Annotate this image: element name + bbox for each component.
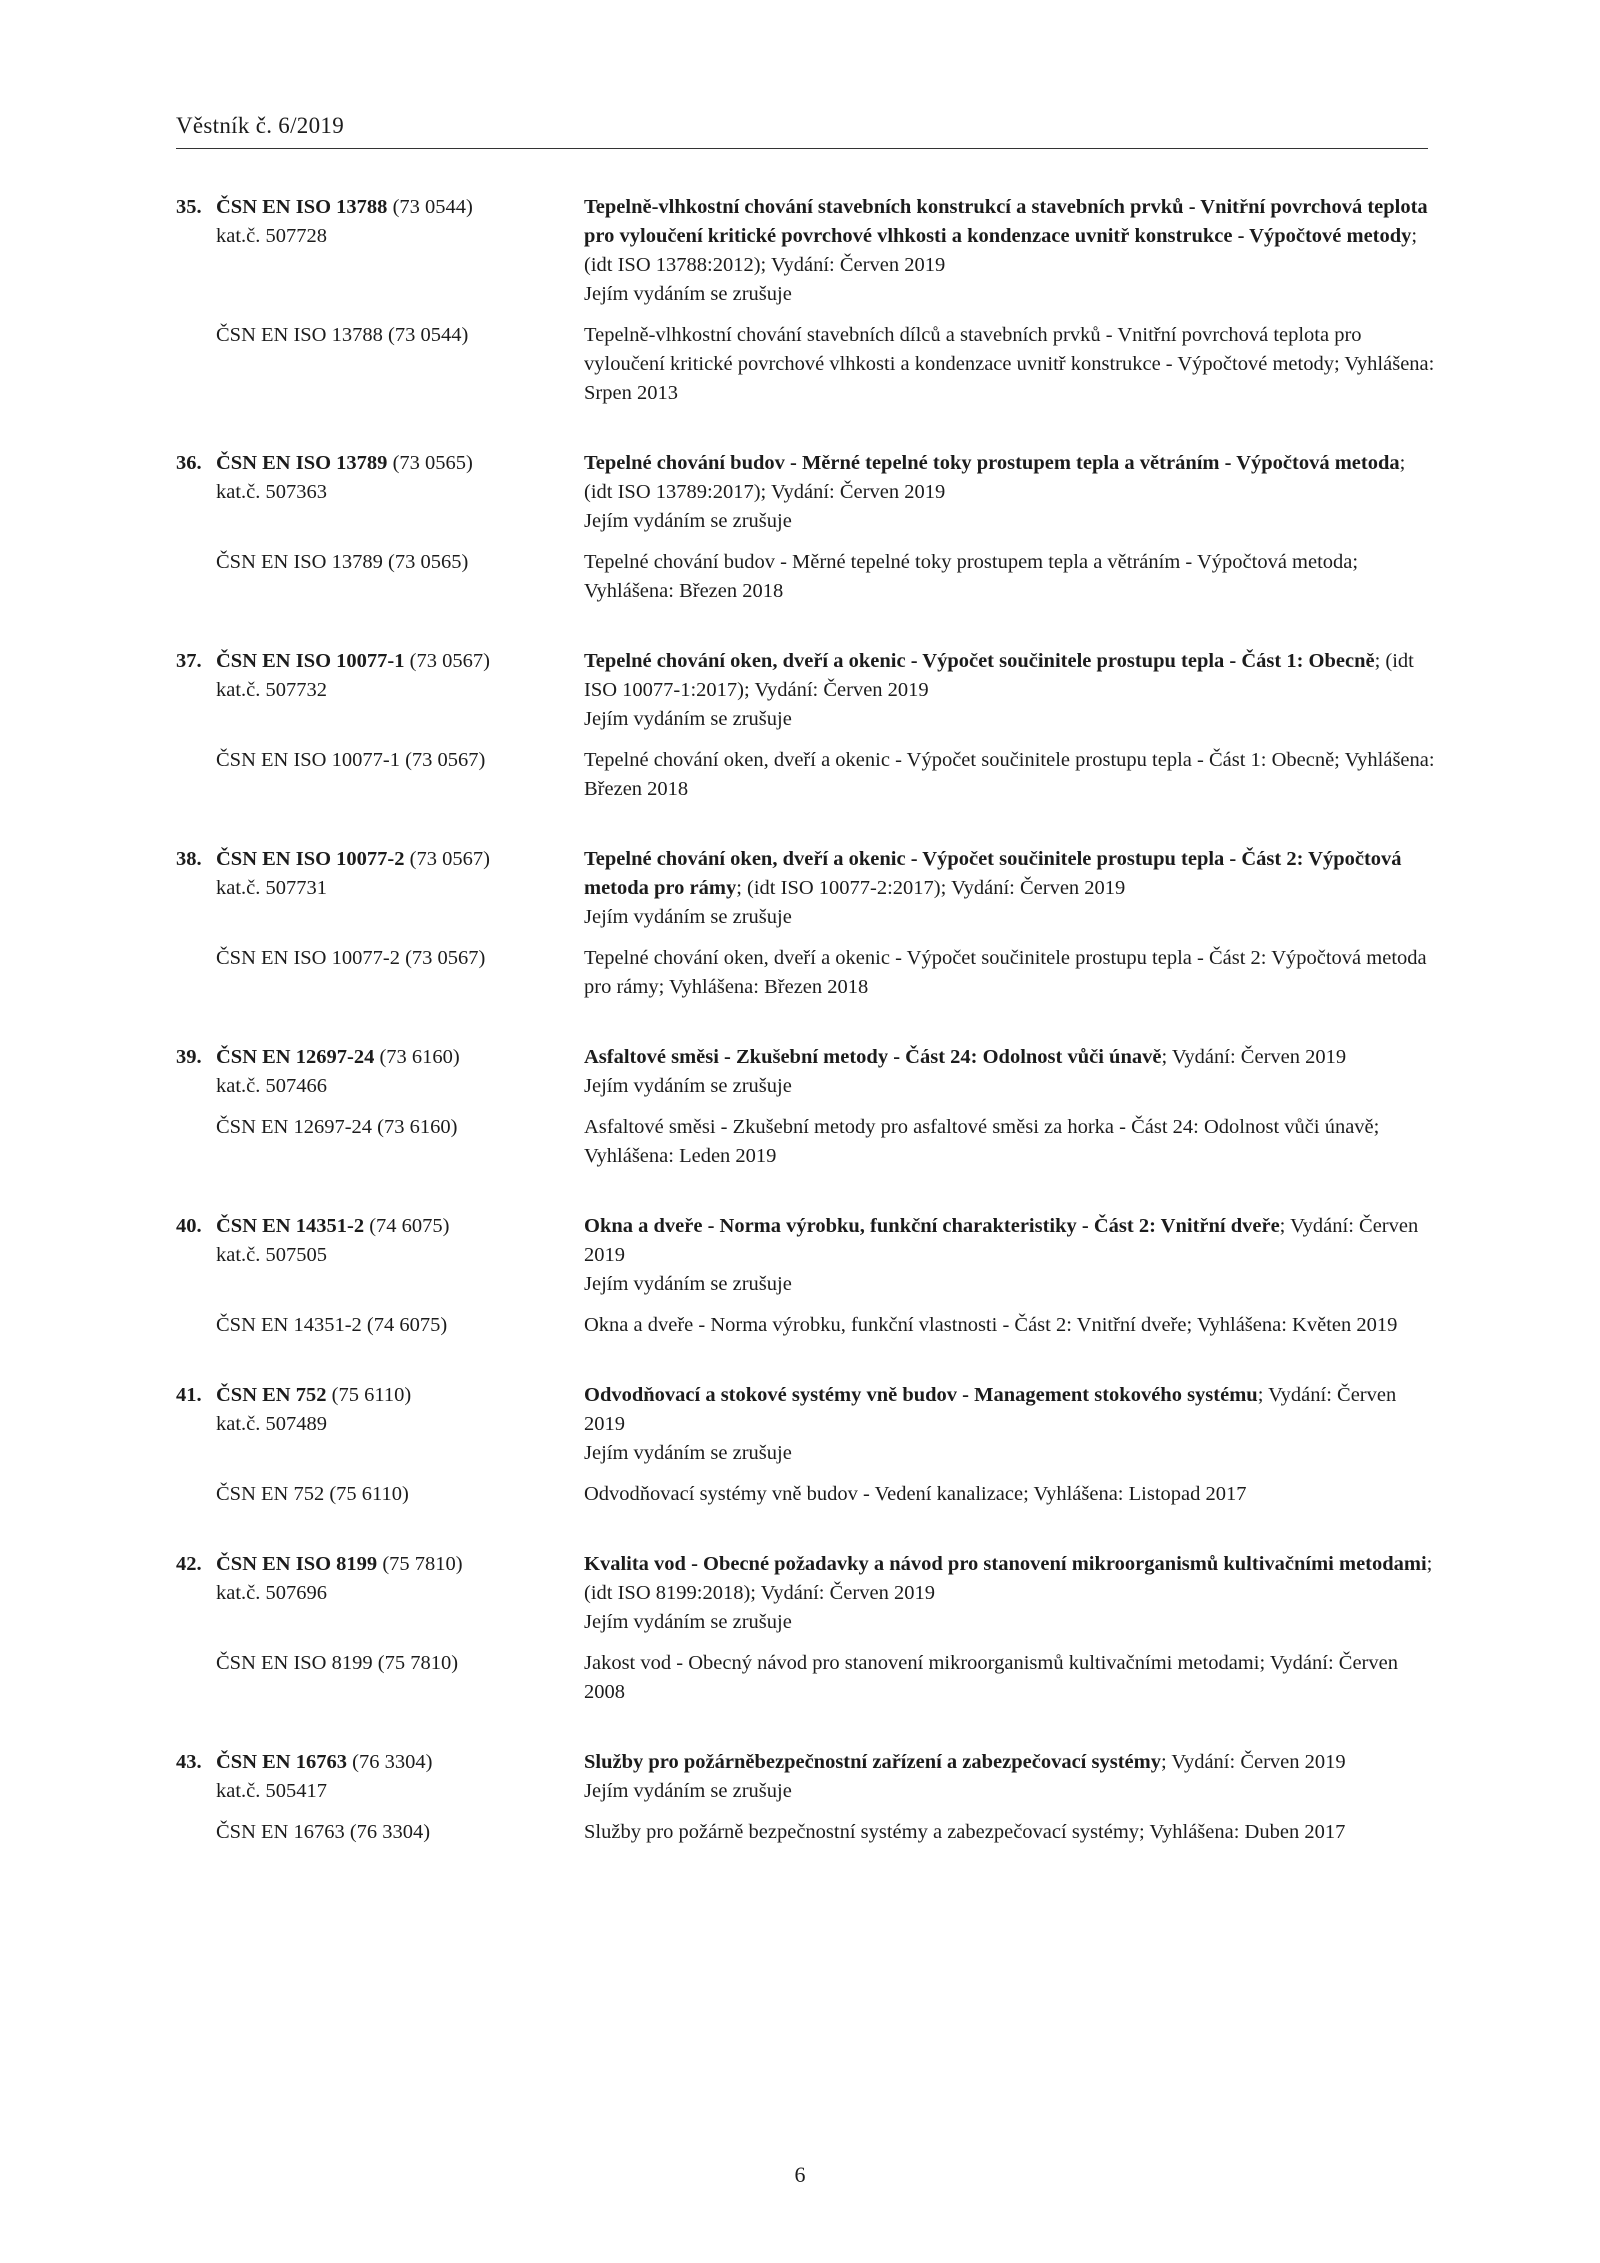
standard-code-line [176,1043,584,1072]
standard-title-bold: Tepelně-vlhkostní chování stavebních konstrukcí a stavebních prvků - Vnitřní povrchová teplota pro vyloučení kritické povrchové vlhkosti a kondenzace uvnitř konstrukce - Výpočtové metody [584,196,1428,247]
withdrawn-id-column [176,321,584,408]
standard-code-line [176,1212,584,1241]
withdrawn-standard [176,321,1436,408]
standard-code-line [176,193,584,222]
standard-description [584,647,1436,734]
catalog-number: kat.č. 507731 [216,877,328,899]
withdrawn-standard-code: ČSN EN ISO 13789 (73 0565) [216,551,469,573]
standard-description [584,193,1436,309]
standard-class-code: (73 0567) [404,650,490,672]
replaces-note: Jejím vydáním se zrušuje [584,906,792,928]
catalog-number: kat.č. 507363 [216,481,328,503]
withdrawn-standard-code: ČSN EN 16763 (76 3304) [216,1821,431,1843]
standard-entry [176,1550,1436,1707]
standard-title-details: ; (idt ISO 10077-1:2017); Vydání: Červen 2019 [584,650,1414,701]
standard-entry [176,1212,1436,1340]
catalog-number: kat.č. 507696 [216,1582,328,1604]
page-number: 6 [794,2162,806,2187]
withdrawn-id-column [176,1818,584,1847]
standard-title [584,193,1436,280]
standard-entry [176,449,1436,606]
standard-code-line [176,449,584,478]
standard-class-code: (73 0565) [387,452,473,474]
standard-entry [176,1381,1436,1509]
standards-list [176,193,1436,1888]
new-standard [176,1212,1436,1299]
withdrawn-id-column [176,548,584,606]
standard-code-line [176,845,584,874]
standard-title-details: ; (idt ISO 10077-2:2017); Vydání: Červen 2019 [736,877,1126,899]
withdrawn-standard-title: Tepelné chování oken, dveří a okenic - Výpočet součinitele prostupu tepla - Část 2: Výpočtová metoda pro rámy; Vyhlášena: Březen 2018 [584,947,1427,998]
catalog-number: kat.č. 507489 [216,1413,328,1435]
standard-entry [176,647,1436,804]
withdrawn-standard-title: Tepelné chování budov - Měrné tepelné toky prostupem tepla a větráním - Výpočtová metoda; Vyhlášena: Březen 2018 [584,551,1359,602]
replaces-note: Jejím vydáním se zrušuje [584,1780,792,1802]
withdrawn-standard-title: Okna a dveře - Norma výrobku, funkční vlastnosti - Část 2: Vnitřní dveře; Vyhlášena: Květen 2019 [584,1314,1398,1336]
standard-title-details: ; Vydání: Červen 2019 [1161,1046,1347,1068]
standard-description [584,1748,1436,1806]
standard-code-line [176,1748,584,1777]
page-header [176,104,1428,149]
standard-description [584,1550,1436,1637]
standard-class-code: (75 6110) [326,1384,412,1406]
standard-code: ČSN EN 12697-24 [216,1046,375,1068]
new-standard [176,193,1436,309]
new-standard [176,647,1436,734]
standard-entry [176,1748,1436,1847]
new-standard [176,1748,1436,1806]
withdrawn-id-column [176,1480,584,1509]
standard-title-details: ; (idt ISO 13789:2017); Vydání: Červen 2019 [584,452,1406,503]
standard-class-code: (73 0567) [404,848,490,870]
withdrawn-id-column [176,1113,584,1171]
standard-code-line [176,1550,584,1579]
standard-code: ČSN EN 16763 [216,1751,347,1773]
replaces-note: Jejím vydáním se zrušuje [584,1273,792,1295]
standard-description [584,845,1436,932]
withdrawn-id-column [176,944,584,1002]
new-standard [176,449,1436,536]
standard-title-bold: Kvalita vod - Obecné požadavky a návod pro stanovení mikroorganismů kultivačními metodami [584,1553,1427,1575]
standard-id-column [176,845,584,932]
standard-id-column [176,1381,584,1468]
catalog-number: kat.č. 507732 [216,679,328,701]
withdrawn-standard [176,746,1436,804]
entry-number: 39. [176,1046,202,1068]
standard-id-column [176,1550,584,1637]
entry-number: 35. [176,196,202,218]
standard-description [584,449,1436,536]
standard-title-bold: Tepelné chování budov - Měrné tepelné toky prostupem tepla a větráním - Výpočtová metoda [584,452,1400,474]
standard-title-details: ; Vydání: Červen 2019 [584,1384,1397,1435]
standard-description [584,1381,1436,1468]
entry-number: 36. [176,452,202,474]
standard-title-details: ; (idt ISO 8199:2018); Vydání: Červen 2019 [584,1553,1433,1604]
standard-title-details: ; Vydání: Červen 2019 [584,1215,1419,1266]
standard-title-bold: Asfaltové směsi - Zkušební metody - Část 24: Odolnost vůči únavě [584,1046,1162,1068]
withdrawn-standard [176,944,1436,1002]
withdrawn-id-column [176,1311,584,1340]
entry-number: 43. [176,1751,202,1773]
standard-id-column [176,1043,584,1101]
standard-title [584,845,1436,903]
standard-id-column [176,1748,584,1806]
standard-description [584,1212,1436,1299]
catalog-number: kat.č. 505417 [216,1780,328,1802]
standard-id-column [176,193,584,309]
replaces-note: Jejím vydáním se zrušuje [584,708,792,730]
standard-title-bold: Odvodňovací a stokové systémy vně budov - Management stokového systému [584,1384,1258,1406]
standard-code: ČSN EN ISO 13789 [216,452,388,474]
standard-title [584,647,1436,705]
catalog-number: kat.č. 507466 [216,1075,328,1097]
withdrawn-standard-code: ČSN EN ISO 10077-2 (73 0567) [216,947,486,969]
standard-id-column [176,647,584,734]
replaces-note: Jejím vydáním se zrušuje [584,1611,792,1633]
new-standard [176,1550,1436,1637]
replaces-note: Jejím vydáním se zrušuje [584,283,792,305]
withdrawn-standard [176,1818,1436,1847]
standard-description [584,1043,1436,1101]
withdrawn-id-column [176,746,584,804]
standard-title-details: ; Vydání: Červen 2019 [1160,1751,1346,1773]
standard-class-code: (74 6075) [364,1215,450,1237]
standard-code: ČSN EN ISO 8199 [216,1553,378,1575]
standard-code: ČSN EN 14351-2 [216,1215,365,1237]
replaces-note: Jejím vydáním se zrušuje [584,510,792,532]
standard-title-bold: Tepelné chování oken, dveří a okenic - Výpočet součinitele prostupu tepla - Část 1: Obecně [584,650,1375,672]
standard-class-code: (75 7810) [377,1553,463,1575]
withdrawn-standard [176,1480,1436,1509]
withdrawn-standard-code: ČSN EN 14351-2 (74 6075) [216,1314,448,1336]
new-standard [176,845,1436,932]
replaces-note: Jejím vydáním se zrušuje [584,1442,792,1464]
standard-code: ČSN EN ISO 10077-1 [216,650,405,672]
standard-title [584,1212,1436,1270]
withdrawn-standard [176,1311,1436,1340]
withdrawn-standard-code: ČSN EN ISO 8199 (75 7810) [216,1652,459,1674]
standard-class-code: (76 3304) [347,1751,433,1773]
standard-title [584,449,1436,507]
withdrawn-standard-title: Odvodňovací systémy vně budov - Vedení kanalizace; Vyhlášena: Listopad 2017 [584,1483,1247,1505]
withdrawn-standard-code: ČSN EN ISO 10077-1 (73 0567) [216,749,486,771]
catalog-number: kat.č. 507505 [216,1244,328,1266]
standard-code-line [176,1381,584,1410]
standard-code: ČSN EN 752 [216,1384,327,1406]
withdrawn-standard [176,548,1436,606]
withdrawn-standard-code: ČSN EN ISO 13788 (73 0544) [216,324,469,346]
withdrawn-standard-code: ČSN EN 12697-24 (73 6160) [216,1116,458,1138]
entry-number: 40. [176,1215,202,1237]
standard-title [584,1381,1436,1439]
standard-entry [176,845,1436,1002]
bulletin-title: Věstník č. 6/2019 [176,113,344,138]
entry-number: 42. [176,1553,202,1575]
standard-code: ČSN EN ISO 10077-2 [216,848,405,870]
new-standard [176,1043,1436,1101]
standard-title [584,1550,1436,1608]
standard-code-line [176,647,584,676]
standard-id-column [176,449,584,536]
standard-class-code: (73 0544) [387,196,473,218]
withdrawn-standard-title: Služby pro požárně bezpečnostní systémy a zabezpečovací systémy; Vyhlášena: Duben 2017 [584,1821,1346,1843]
withdrawn-standard [176,1113,1436,1171]
standard-id-column [176,1212,584,1299]
entry-number: 38. [176,848,202,870]
standard-code: ČSN EN ISO 13788 [216,196,388,218]
standard-title-bold: Okna a dveře - Norma výrobku, funkční charakteristiky - Část 2: Vnitřní dveře [584,1215,1280,1237]
entry-number: 41. [176,1384,202,1406]
standard-class-code: (73 6160) [374,1046,460,1068]
withdrawn-id-column [176,1649,584,1707]
standard-entry [176,193,1436,408]
catalog-number: kat.č. 507728 [216,225,328,247]
withdrawn-standard [176,1649,1436,1707]
standard-title-details: ; (idt ISO 13788:2012); Vydání: Červen 2019 [584,225,1418,276]
withdrawn-standard-title: Tepelné chování oken, dveří a okenic - Výpočet součinitele prostupu tepla - Část 1: Obecně; Vyhlášena: Březen 2018 [584,749,1435,800]
new-standard [176,1381,1436,1468]
withdrawn-standard-code: ČSN EN 752 (75 6110) [216,1483,409,1505]
standard-title-bold: Služby pro požárněbezpečnostní zařízení a zabezpečovací systémy [584,1751,1161,1773]
withdrawn-standard-title: Asfaltové směsi - Zkušební metody pro asfaltové směsi za horka - Část 24: Odolnost vůči únavě; Vyhlášena: Leden 2019 [584,1116,1380,1167]
standard-entry [176,1043,1436,1171]
withdrawn-standard-title: Tepelně-vlhkostní chování stavebních dílců a stavebních prvků - Vnitřní povrchová teplota pro vyloučení kritické povrchové vlhkosti a kondenzace uvnitř konstrukce - Výpočtové metody; Vyhlášena: Srpen 2013 [584,324,1435,404]
standard-title-bold: Tepelné chování oken, dveří a okenic - Výpočet součinitele prostupu tepla - Část 2: Výpočtová metoda pro rámy [584,848,1402,899]
replaces-note: Jejím vydáním se zrušuje [584,1075,792,1097]
standard-title [584,1748,1436,1777]
withdrawn-standard-title: Jakost vod - Obecný návod pro stanovení mikroorganismů kultivačními metodami; Vydání: Červen 2008 [584,1652,1398,1703]
entry-number: 37. [176,650,202,672]
standard-title [584,1043,1436,1072]
